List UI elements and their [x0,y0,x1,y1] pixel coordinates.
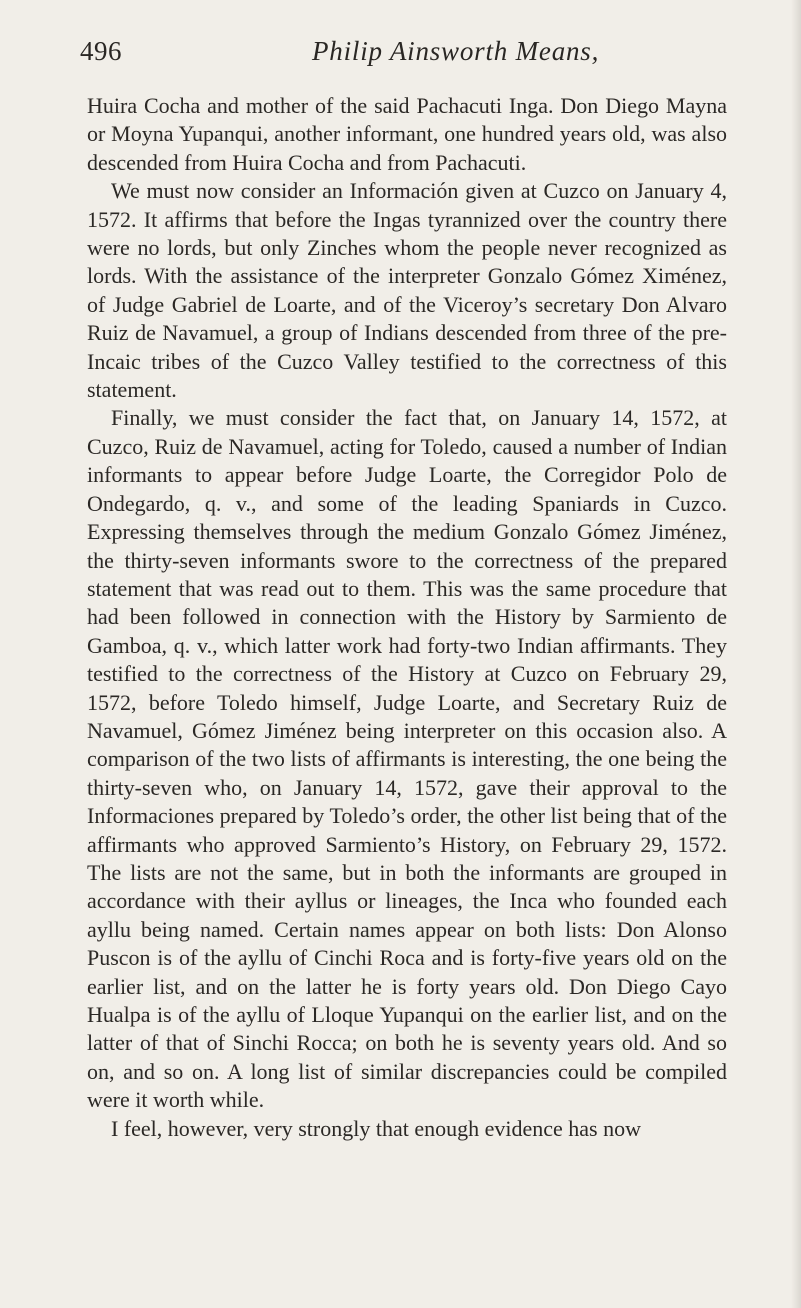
paragraph-1: Huira Cocha and mother of the said Pachacuti Inga. Don Diego Mayna or Moyna Yupanqui, another informant, one hundred years old, was also descended from Huira Cocha and from Pachacuti. [87,93,727,175]
paragraph-2: We must now consider an Información given at Cuzco on January 4, 1572. It affirms that before the Ingas tyrannized over the country there were no lords, but only Zinches whom the people never recognized as lords. With the assistance of the interpreter Gonzalo Gómez Ximénez, of Judge Gabriel de Loarte, and of the Viceroy’s secretary Don Alvaro Ruiz de Navamuel, a group of Indians descended from three of the pre-Incaic tribes of the Cuzco Valley testified to the correctness of this statement. [87,178,727,403]
body-text [87,92,727,1143]
paragraph-3: Finally, we must consider the fact that, on January 14, 1572, at Cuzco, Ruiz de Navamuel, acting for Toledo, caused a number of Indian informants to appear before Judge Loarte, the Corregidor Polo de Ondegardo, q. v., and some of the leading Spaniards in Cuzco. Expressing themselves through the medium Gonzalo Gómez Jiménez, the thirty-seven informants swore to the correctness of the prepared statement that was read out to them. This was the same procedure that had been followed in connection with the History by Sarmiento de Gamboa, q. v., which latter work had forty-two Indian affirmants. They testified to the correctness of the History at Cuzco on February 29, 1572, before Toledo himself, Judge Loarte, and Secretary Ruiz de Navamuel, Gómez Jiménez being interpreter on this occasion also. A comparison of the two lists of affirmants is interesting, the one being the thirty-seven who, on January 14, 1572, gave their approval to the Informaciones prepared by Toledo’s order, the other list being that of the affirmants who approved Sarmiento’s History, on February 29, 1572. The lists are not the same, but in both the informants are grouped in accordance with their ayllus or lineages, the Inca who founded each ayllu being named. Certain names appear on both lists: Don Alonso Puscon is of the ayllu of Cinchi Roca and is forty-five years old on the earlier list, and on the latter he is forty years old. Don Diego Cayo Hualpa is of the ayllu of Lloque Yupanqui on the earlier list, and on the latter of that of Sinchi Rocca; on both he is seventy years old. And so on, and so on. A long list of similar discrepancies could be compiled were it worth while. [87,405,727,1113]
running-title: Philip Ainsworth Means, [312,36,600,66]
page-number: 496 [80,36,122,66]
page-edge-shadow [791,0,801,1308]
page-header [80,36,720,76]
paragraph-4: I feel, however, very strongly that enough evidence has now [111,1115,641,1141]
